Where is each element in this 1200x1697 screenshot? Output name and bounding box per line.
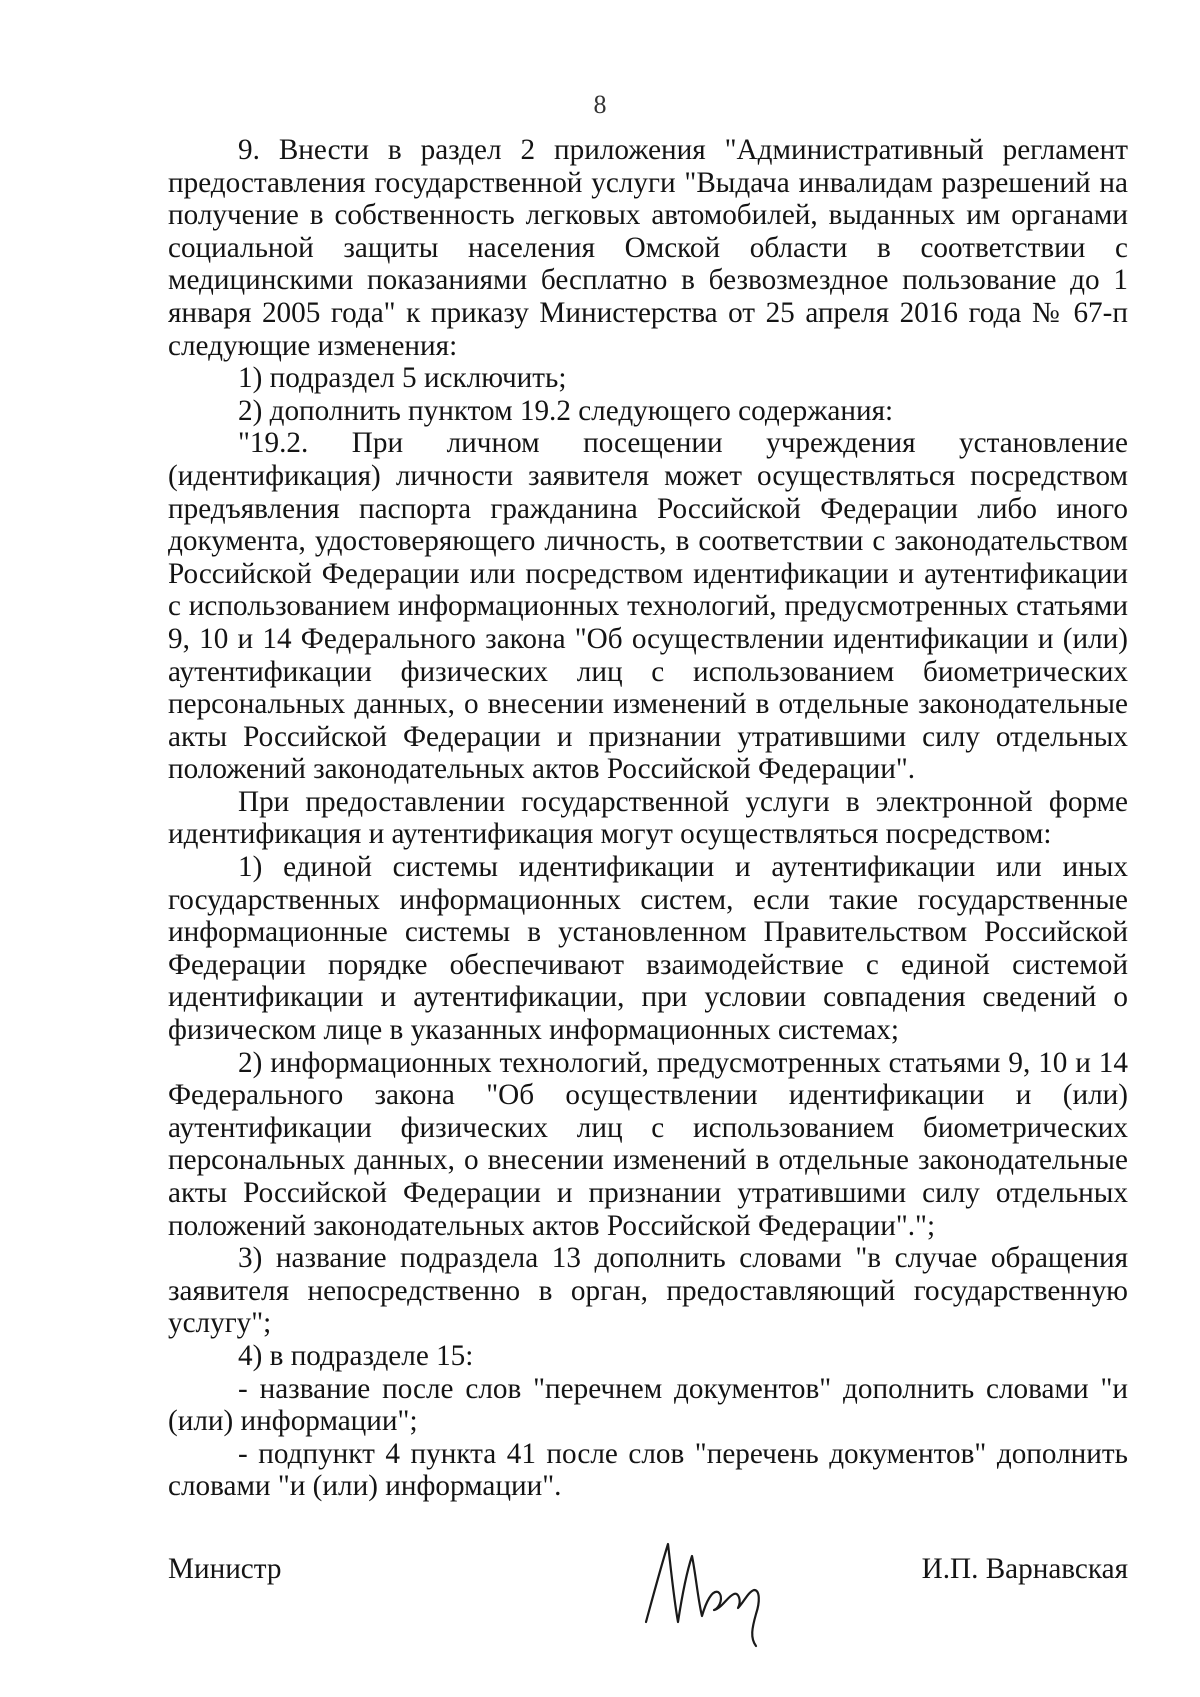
paragraph-item-9: 9. Внести в раздел 2 приложения "Административный регламент предоставления государственной услуги "Выдача инвалидам разрешений на получение в собственность легковых автомобилей, выданных им органами социальной защиты населения Омской области в соответствии с медицинскими показаниями бесплатно в безвозмездное пользование до 1 января 2005 года" к приказу Министерства от 25 апреля 2016 года № 67-п следующие изменения:: [168, 134, 1128, 362]
signature-block: [168, 1530, 1128, 1680]
signatory-title: Министр: [168, 1553, 282, 1585]
page-number: 8: [593, 90, 607, 119]
paragraph-dash-1: - название после слов "перечнем документов" дополнить словами "и (или) информации";: [168, 1372, 1128, 1438]
paragraph-quoted-19-2: "19.2. При личном посещении учреждения установление (идентификация) личности заявителя может осуществляться посредством предъявления паспорта гражданина Российской Федерации либо иного документа, удостоверяющего личность, в соответствии с законодательством Российской Федерации или посредством идентификации и аутентификации с использованием информационных технологий, предусмотренных статьями 9, 10 и 14 Федерального закона "Об осуществлении идентификации и (или) аутентификации физических лиц с использованием биометрических персональных данных, о внесении изменений в отдельные законодательные акты Российской Федерации и признании утратившими силу отдельных положений законодательных актов Российской Федерации".: [168, 427, 1128, 786]
document-body: [168, 134, 1128, 1503]
paragraph-subitem-3: 3) название подраздела 13 дополнить словами "в случае обращения заявителя непосредственно в орган, предоставляющий государственную услугу";: [168, 1242, 1128, 1340]
paragraph-subitem-2: 2) дополнить пунктом 19.2 следующего содержания:: [238, 394, 894, 427]
paragraph-subitem-1: 1) подраздел 5 исключить;: [238, 362, 567, 395]
signatory-name: И.П. Варнавская: [921, 1553, 1128, 1585]
paragraph-subitem-4: 4) в подразделе 15:: [238, 1339, 474, 1372]
paragraph-it-technologies: 2) информационных технологий, предусмотренных статьями 9, 10 и 14 Федерального закона "Об осуществлении идентификации и (или) аутентификации физических лиц с использованием биометрических персональных данных, о внесении изменений в отдельные законодательные акты Российской Федерации и признании утратившими силу отдельных положений законодательных актов Российской Федерации".";: [168, 1046, 1128, 1242]
handwritten-signature: [638, 1530, 788, 1650]
paragraph-dash-2: - подпункт 4 пункта 41 после слов "перечень документов" дополнить словами "и (или) информации".: [168, 1437, 1128, 1503]
paragraph-electronic-form: При предоставлении государственной услуги в электронной форме идентификация и аутентификация могут осуществляться посредством:: [168, 785, 1128, 851]
paragraph-esia: 1) единой системы идентификации и аутентификации или иных государственных информационных систем, если такие государственные информационные системы в установленном Правительством Российской Федерации порядке обеспечивают взаимодействие с единой системой идентификации и аутентификации, при условии совпадения сведений о физическом лице в указанных информационных системах;: [168, 851, 1128, 1047]
